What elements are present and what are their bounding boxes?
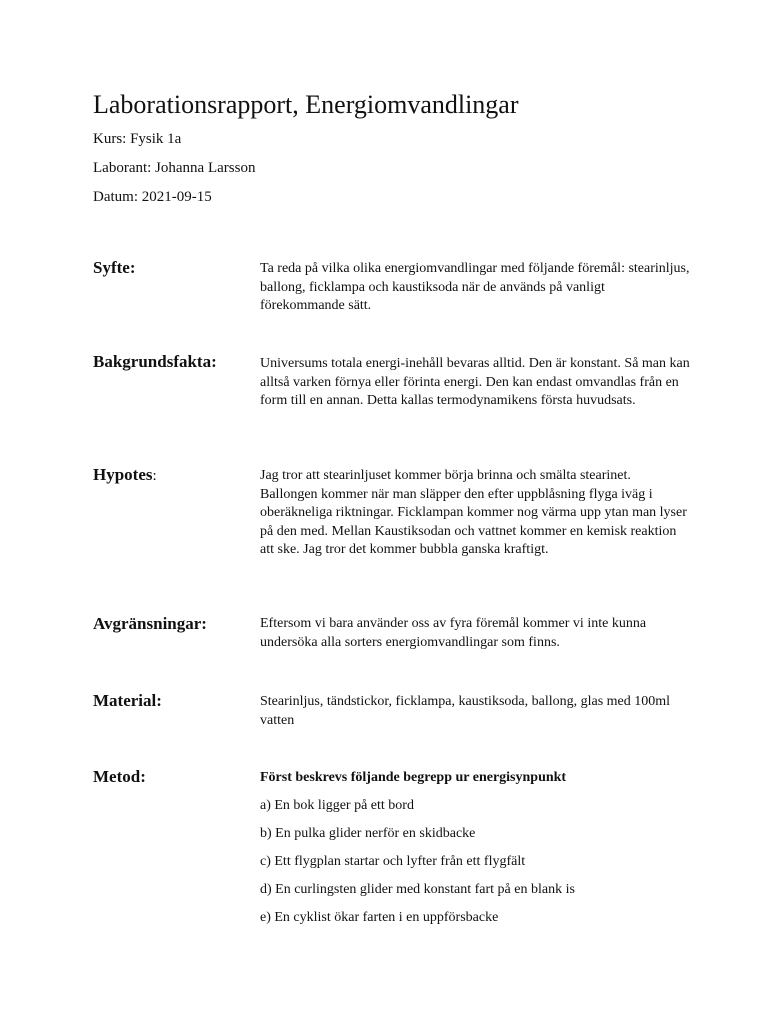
section-text-bakgrundsfakta: Universums totala energi-inehåll bevaras alltid. Den är konstant. Så man kan alltså varken förnya eller förinta energi. Den kan endast omvandlas från en form till en annan. Detta kallas termodynamikens första huvudsats. [260,356,690,408]
section-text-avgransningar: Eftersom vi bara använder oss av fyra föremål kommer vi inte kunna undersöka alla sorters energiomvandlingar som finns. [260,616,647,650]
hypotes-heading-colon: : [152,468,157,484]
date-line: Datum: 2021-09-15 [93,189,212,205]
section-text-material: Stearinljus, tändstickor, ficklampa, kaustiksoda, ballong, glas med 100ml vatten [260,694,671,728]
section-heading-hypotes [93,464,157,487]
section-text-syfte: Ta reda på vilka olika energiomvandlingar med följande föremål: stearinljus, ballong, ficklampa och kaustiksoda när de används på vanligt förekommande sätt. [260,261,690,313]
method-item-b: b) En pulka glider nerför en skidbacke [260,826,476,841]
section-heading-metod: Metod: [93,767,146,786]
hypotes-heading-label: Hypotes [93,465,153,484]
course-line: Kurs: Fysik 1a [93,131,182,147]
section-heading-avgransningar: Avgränsningar: [93,614,207,633]
method-item-e: e) En cyklist ökar farten i en uppförsbacke [260,910,499,925]
method-item-c: c) Ett flygplan startar och lyfter från ett flygfält [260,854,526,869]
method-item-a: a) En bok ligger på ett bord [260,798,414,813]
section-heading-material: Material: [93,691,162,710]
section-text-hypotes: Jag tror att stearinljuset kommer börja brinna och smälta stearinet. Ballongen kommer när man släpper den efter uppblåsning flyga iväg i oberäkneliga riktningar. Ficklampan kommer nog värma upp ytan man lyser på den med. Mellan Kaustiksodan och vattnet kommer en kemisk reaktion att ske. Jag tror det kommer bubbla ganska kraftigt. [260,468,687,557]
method-item-d: d) En curlingsten glider med konstant fart på en blank is [260,882,575,897]
method-lead: Först beskrevs följande begrepp ur energisynpunkt [260,770,567,785]
page-title: Laborationsrapport, Energiomvandlingar [93,90,519,119]
section-heading-bakgrundsfakta: Bakgrundsfakta: [93,352,217,371]
lab-assistant-line: Laborant: Johanna Larsson [93,160,256,176]
section-heading-syfte: Syfte: [93,258,136,277]
